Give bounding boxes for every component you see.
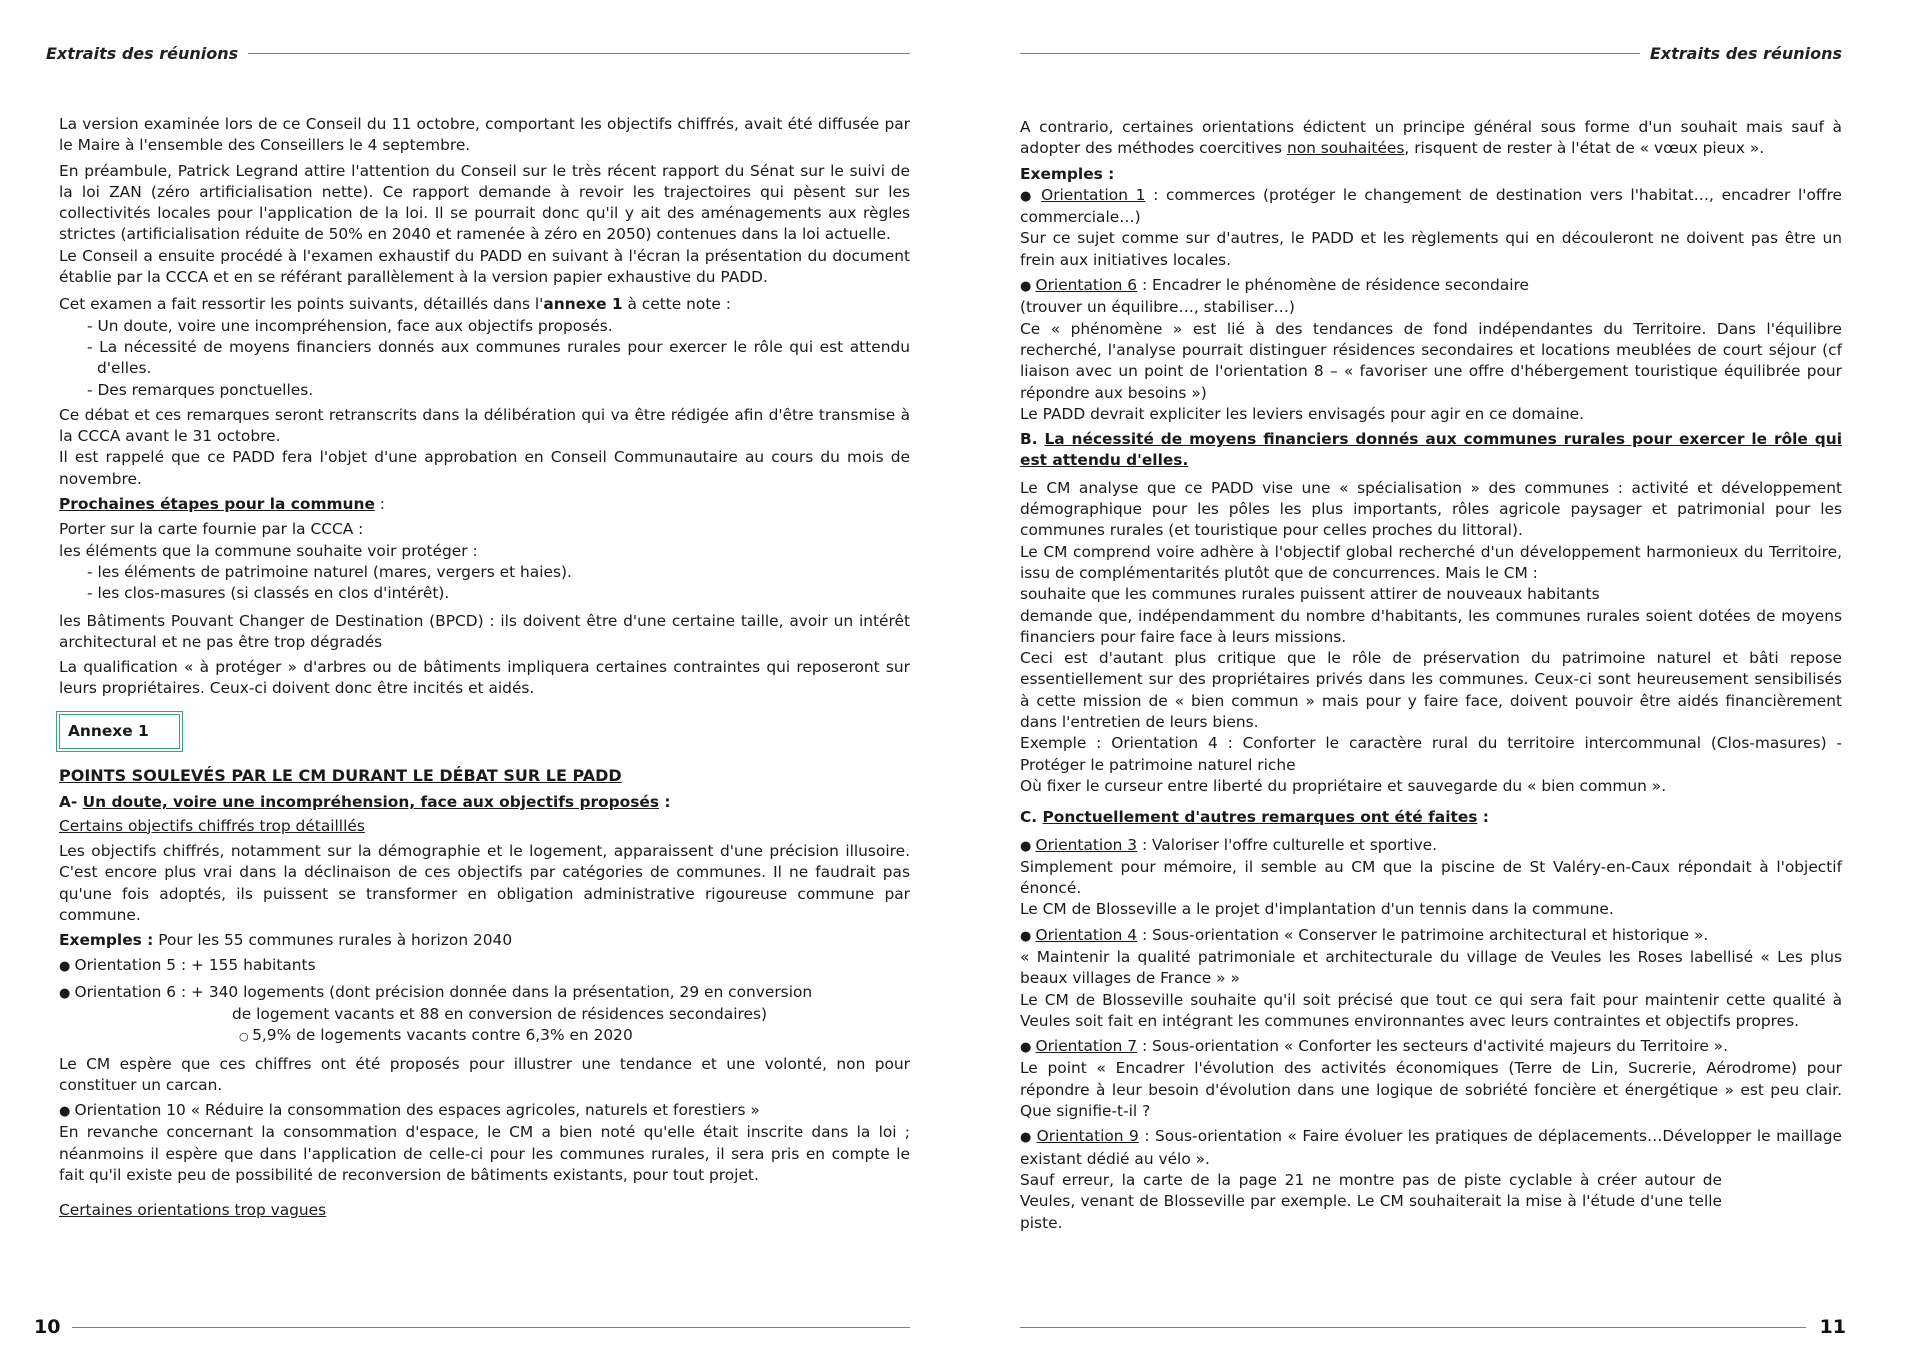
bullet-item	[1020, 275, 1842, 297]
list-item: - La nécessité de moyens financiers donnés aux communes rurales pour exercer le rôle qui est attendu d'elles.	[87, 337, 910, 378]
text: Cet examen a fait ressortir les points suivants, détaillés dans l'	[59, 295, 544, 314]
label: Exemples :	[59, 931, 154, 950]
right-body	[1020, 117, 1842, 1238]
orientation-label: Orientation 3	[1035, 835, 1138, 854]
text: :	[1477, 808, 1489, 827]
examples-label: Exemples :	[1020, 164, 1115, 183]
paragraph: La version examinée lors de ce Conseil du 11 octobre, comportant les objectifs chiffrés, avait été diffusée par le Maire à l'ensemble des Conseillers le 4 septembre.	[59, 115, 910, 155]
bullet-item: ● Orientation 5 : + 155 habitants	[59, 955, 910, 977]
bullet-item	[1020, 835, 1842, 857]
paragraph	[59, 294, 910, 315]
heading-text: Prochaines étapes pour la commune	[59, 495, 375, 514]
text: : Sous-orientation « Faire évoluer les pratiques de déplacements…Développer le maillage existant dédié au vélo ».	[1020, 1127, 1842, 1168]
list-item: - les clos-masures (si classés en clos d'intérêt).	[87, 584, 450, 603]
text: Pour les 55 communes rurales à horizon 2040	[153, 931, 513, 950]
bullet-item	[1020, 925, 1842, 947]
paragraph: souhaite que les communes rurales puissent attirer de nouveaux habitants	[1020, 585, 1600, 604]
paragraph: Simplement pour mémoire, il semble au CM que la piscine de St Valéry-en-Caux répondait à l'objectif énoncé.	[1020, 857, 1842, 898]
section-b-heading	[1020, 429, 1842, 472]
right-header	[1020, 44, 1842, 63]
page-number: 11	[1819, 1316, 1846, 1338]
paragraph: Le Conseil a ensuite procédé à l'examen exhaustif du PADD en suivant à l'écran la présentation du document établie par la CCCA et en se référant parallèlement à la version papier exhaustive du PADD.	[59, 246, 910, 287]
annexe-ref: annexe 1	[543, 295, 623, 314]
examples-line	[59, 930, 910, 951]
right-page	[960, 0, 1920, 1357]
bullet-item	[1020, 1126, 1842, 1170]
paragraph: Il est rappelé que ce PADD fera l'objet d'une approbation en Conseil Communautaire au cours du mois de novembre.	[59, 448, 910, 488]
paragraph: Ceci est d'autant plus critique que le rôle de préservation du patrimoine naturel et bâti repose essentiellement sur des propriétaires privés dans les communes. Ceux-ci sont heureusement sensibilisés à cette mission de « bien commun » mais pour y faire face, doivent pouvoir être aidés financièrement dans l'entretien de leurs biens.	[1020, 649, 1842, 732]
heading-text: La nécessité de moyens financiers donnés aux communes rurales pour exercer le rôle qui est attendu d'elles.	[1020, 430, 1842, 470]
bullet-item: ● Orientation 10 « Réduire la consommation des espaces agricoles, naturels et forestiers »	[59, 1100, 910, 1122]
paragraph: les éléments que la commune souhaite voir protéger :	[59, 541, 478, 560]
right-footer	[1020, 1316, 1846, 1338]
subheading: Certains objectifs chiffrés trop détailllés	[59, 816, 365, 835]
paragraph: En préambule, Patrick Legrand attire l'attention du Conseil sur le très récent rapport du Sénat sur le suivi de la loi ZAN (zéro artificialisation nette). Ce rapport demande à revoir les trajectoires qui pèsent sur les collectivités locales pour l'application de la loi. Il se pourrait donc qu'il y ait des aménagements aux règles strictes (artificialisation réduite de 50% en 2040 et ramenée à zéro en 2050) contenues dans la loi actuelle.	[59, 161, 910, 244]
text: : Sous-orientation « Conserver le patrimoine architectural et historique ».	[1137, 925, 1709, 944]
paragraph: Les objectifs chiffrés, notamment sur la démographie et le logement, apparaissent d'une précision illusoire. C'est encore plus vrai dans la déclinaison de ces objectifs par catégories de communes. Il ne faudrait pas qu'une fois adoptés, ils puissent se transformer en obligation administrative rigoureuse commune par commune.	[59, 841, 910, 924]
list-item: - Des remarques ponctuelles.	[87, 380, 314, 399]
heading-text: Un doute, voire une incompréhension, face aux objectifs proposés	[82, 793, 659, 812]
text: : Valoriser l'offre culturelle et sportive.	[1137, 835, 1438, 854]
paragraph: Le CM de Blosseville a le projet d'implantation d'un tennis dans la commune.	[1020, 900, 1614, 919]
paragraph: Le PADD devrait expliciter les leviers envisagés pour agir en ce domaine.	[1020, 404, 1584, 423]
text: C.	[1020, 808, 1043, 827]
paragraph: Le point « Encadrer l'évolution des activités économiques (Terre de Lin, Sucrerie, Aérodrome) pour répondre à leur besoin d'évolution dans une logique de sobriété foncière et énergétique » est peu clair. Que signifie-t-il ?	[1020, 1059, 1842, 1121]
paragraph	[1020, 117, 1842, 160]
text: : Sous-orientation « Conforter les secteurs d'activité majeurs du Territoire ».	[1137, 1037, 1728, 1056]
right-header-title: Extraits des réunions	[1649, 44, 1842, 63]
right-footer-rule	[1020, 1327, 1806, 1328]
left-body	[59, 114, 910, 1226]
bullet-item	[1020, 1036, 1842, 1058]
orientation-label: Orientation 9	[1036, 1127, 1139, 1146]
paragraph: Le CM analyse que ce PADD vise une « spécialisation » des communes : activité et développement démographique pour les pôles les plus importants, rôles agricole paysager et patrimonial pour les communes rurales (et touristique pour celles proches du littoral).	[1020, 478, 1842, 540]
points-list	[59, 316, 910, 401]
points-title: POINTS SOULEVÉS PAR LE CM DURANT LE DÉBAT SUR LE PADD	[59, 766, 622, 786]
text: non souhaitées	[1286, 139, 1405, 158]
paragraph: demande que, indépendamment du nombre d'habitants, les communes rurales soient dotées de moyens financiers pour faire face à leurs missions.	[1020, 606, 1842, 646]
left-header-rule	[248, 53, 910, 54]
section-a-heading	[59, 792, 910, 813]
left-footer-rule	[72, 1327, 910, 1328]
page-number: 10	[34, 1316, 61, 1338]
bullet-item: ● Orientation 6 : + 340 logements (dont précision donnée dans la présentation, 29 en conversion	[59, 982, 910, 1004]
orientation-label: Orientation 1	[1041, 185, 1146, 204]
paragraph: « Maintenir la qualité patrimoniale et architecturale du village de Veules les Roses labellisé « Les plus beaux villages de France » »	[1020, 947, 1842, 988]
paragraph: Le CM de Blosseville souhaite qu'il soit précisé que tout ce qui sera fait pour maintenir cette qualité à Veules soit fait en intégrant les communes environnantes avec leurs contraintes et objectifs propres.	[1020, 990, 1842, 1030]
left-footer	[34, 1316, 910, 1338]
paragraph: La qualification « à protéger » d'arbres ou de bâtiments impliquera certaines contraintes qui reposeront sur leurs propriétaires. Ceux-ci doivent donc être incités et aidés.	[59, 658, 910, 698]
subheading: Certaines orientations trop vagues	[59, 1201, 327, 1220]
paragraph: Exemple : Orientation 4 : Conforter le caractère rural du territoire intercommunal (Clos-masures) - Protéger le patrimoine naturel riche	[1020, 734, 1842, 774]
heading-text: Ponctuellement d'autres remarques ont été faites	[1042, 808, 1478, 827]
left-header-title: Extraits des réunions	[46, 44, 239, 63]
paragraph: Ce « phénomène » est lié à des tendances de fond indépendantes du Territoire. Dans l'équilibre recherché, l'analyse pourrait distinguer résidences secondaires et locations meublées de court séjour (cf liaison avec un point de l'orientation 8 – « favoriser une offre d'hébergement touristique équilibrée pour répondre aux besoins »)	[1020, 319, 1842, 402]
list-item: - Un doute, voire une incompréhension, face aux objectifs proposés.	[87, 316, 613, 335]
text: , risquent de rester à l'état de « vœux pieux ».	[1404, 139, 1765, 158]
paragraph: Le CM espère que ces chiffres ont été proposés pour illustrer une tendance et une volonté, non pour constituer un carcan.	[59, 1054, 910, 1094]
sub-bullet: ○ 5,9% de logements vacants contre 6,3% en 2020	[59, 1025, 910, 1047]
orientation-label: Orientation 6	[1035, 276, 1138, 295]
bullet-item	[1020, 185, 1842, 229]
text: :	[374, 495, 385, 514]
paragraph: Sur ce sujet comme sur d'autres, le PADD et les règlements qui en découleront ne doivent pas être un frein aux initiatives locales.	[1020, 229, 1842, 269]
paragraph: Où fixer le curseur entre liberté du propriétaire et sauvegarde du « bien commun ».	[1020, 776, 1667, 795]
text: à cette note :	[622, 295, 731, 314]
bullet-continuation: de logement vacants et 88 en conversion de résidences secondaires)	[232, 1004, 768, 1023]
list-item: - les éléments de patrimoine naturel (mares, vergers et haies).	[87, 562, 572, 581]
paragraph: Porter sur la carte fournie par la CCCA :	[59, 520, 364, 539]
paragraph: En revanche concernant la consommation d'espace, le CM a bien noté qu'elle était inscrite dans la loi ; néanmoins il espère que dans l'application de celle-ci pour les communes rurales, il sera pris en compte le fait qu'il existe peu de possibilité de reconversion de bâtiments existants, pour tout projet.	[59, 1123, 910, 1185]
text: B.	[1020, 430, 1045, 449]
protect-list	[59, 562, 910, 605]
next-steps-heading	[59, 494, 910, 515]
text: :	[658, 793, 671, 812]
text: : commerces (protéger le changement de destination vers l'habitat…, encadrer l'offre commerciale…)	[1020, 185, 1842, 227]
paragraph: (trouver un équilibre…, stabiliser…)	[1020, 298, 1295, 317]
orientation-label: Orientation 4	[1035, 925, 1138, 944]
paragraph: Sauf erreur, la carte de la page 21 ne montre pas de piste cyclable à créer autour de Veules, venant de Blosseville par exemple. Le CM souhaiterait la mise à l'étude d'une telle piste.	[1020, 1170, 1722, 1232]
paragraph: Ce débat et ces remarques seront retranscrits dans la délibération qui va être rédigée afin d'être transmise à la CCCA avant le 31 octobre.	[59, 405, 910, 446]
text: A contrario, certaines orientations édictent un principe général sous forme d'un souhait mais sauf à adopter des méthodes coercitives	[1020, 118, 1842, 158]
right-header-rule	[1020, 53, 1640, 54]
left-header	[46, 44, 910, 63]
text: A-	[59, 793, 83, 812]
paragraph: les Bâtiments Pouvant Changer de Destination (BPCD) : ils doivent être d'une certaine taille, avoir un intérêt architectural et ne pas être trop dégradés	[59, 611, 910, 651]
paragraph: Le CM comprend voire adhère à l'objectif global recherché d'un développement harmonieux du Territoire, issu de complémentarités plutôt que de concurrences. Mais le CM :	[1020, 542, 1842, 582]
annexe-label-box: Annexe 1	[59, 714, 180, 749]
orientation-label: Orientation 7	[1035, 1037, 1138, 1056]
text: : Encadrer le phénomène de résidence secondaire	[1137, 276, 1529, 295]
section-c-heading	[1020, 807, 1842, 828]
